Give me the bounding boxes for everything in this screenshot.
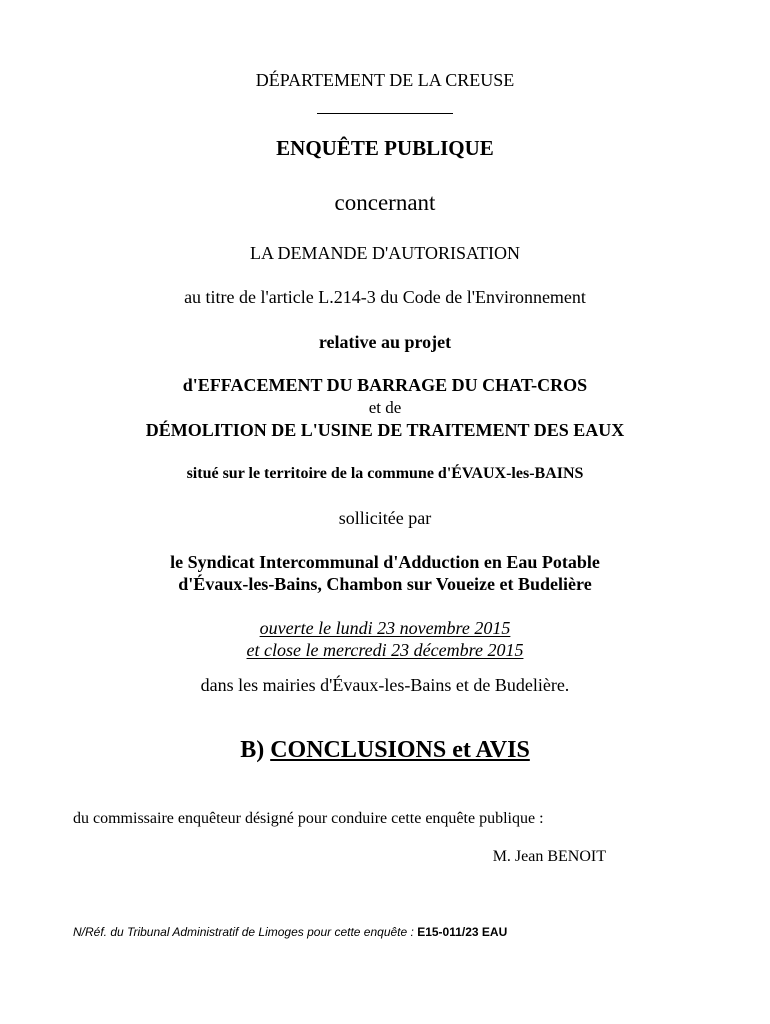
closing-date-text: et close le mercredi 23 décembre 2015	[246, 640, 524, 660]
department-heading: DÉPARTEMENT DE LA CREUSE	[255, 70, 515, 90]
section-heading	[0, 738, 770, 762]
reference-label: N/Réf. du Tribunal Administratif de Limoges pour cette enquête :	[73, 925, 414, 939]
relative-text: relative au projet	[318, 332, 452, 352]
reference-code: E15-011/23 EAU	[417, 925, 508, 939]
concernant-text: concernant	[334, 190, 436, 215]
demande-text: LA DEMANDE D'AUTORISATION	[250, 243, 520, 263]
applicant-line-2: d'Évaux-les-Bains, Chambon sur Voueize et Budelière	[178, 574, 592, 594]
reference-line	[73, 926, 507, 938]
mairies-text: dans les mairies d'Évaux-les-Bains et de Budelière.	[200, 675, 570, 695]
applicant-line-1: le Syndicat Intercommunal d'Adduction en Eau Potable	[170, 552, 600, 572]
commissioner-intro: du commissaire enquêteur désigné pour conduire cette enquête publique :	[73, 810, 544, 827]
location-text: situé sur le territoire de la commune d'ÉVAUX-les-BAINS	[186, 465, 584, 482]
project-line-2: DÉMOLITION DE L'USINE DE TRAITEMENT DES EAUX	[145, 420, 625, 440]
article-text: au titre de l'article L.214-3 du Code de l'Environnement	[184, 287, 586, 307]
sollicitee-text: sollicitée par	[338, 508, 432, 528]
document-title: ENQUÊTE PUBLIQUE	[276, 136, 494, 160]
section-prefix: B)	[240, 737, 265, 763]
heading-divider	[317, 113, 453, 114]
project-line-1: d'EFFACEMENT DU BARRAGE DU CHAT-CROS	[182, 375, 588, 395]
closing-date	[0, 641, 770, 659]
section-title: CONCLUSIONS et AVIS	[270, 737, 530, 763]
et-de-text: et de	[368, 398, 402, 417]
commissioner-name: M. Jean BENOIT	[492, 848, 606, 865]
opening-date-text: ouverte le lundi 23 novembre 2015	[259, 618, 511, 638]
opening-date	[0, 619, 770, 637]
